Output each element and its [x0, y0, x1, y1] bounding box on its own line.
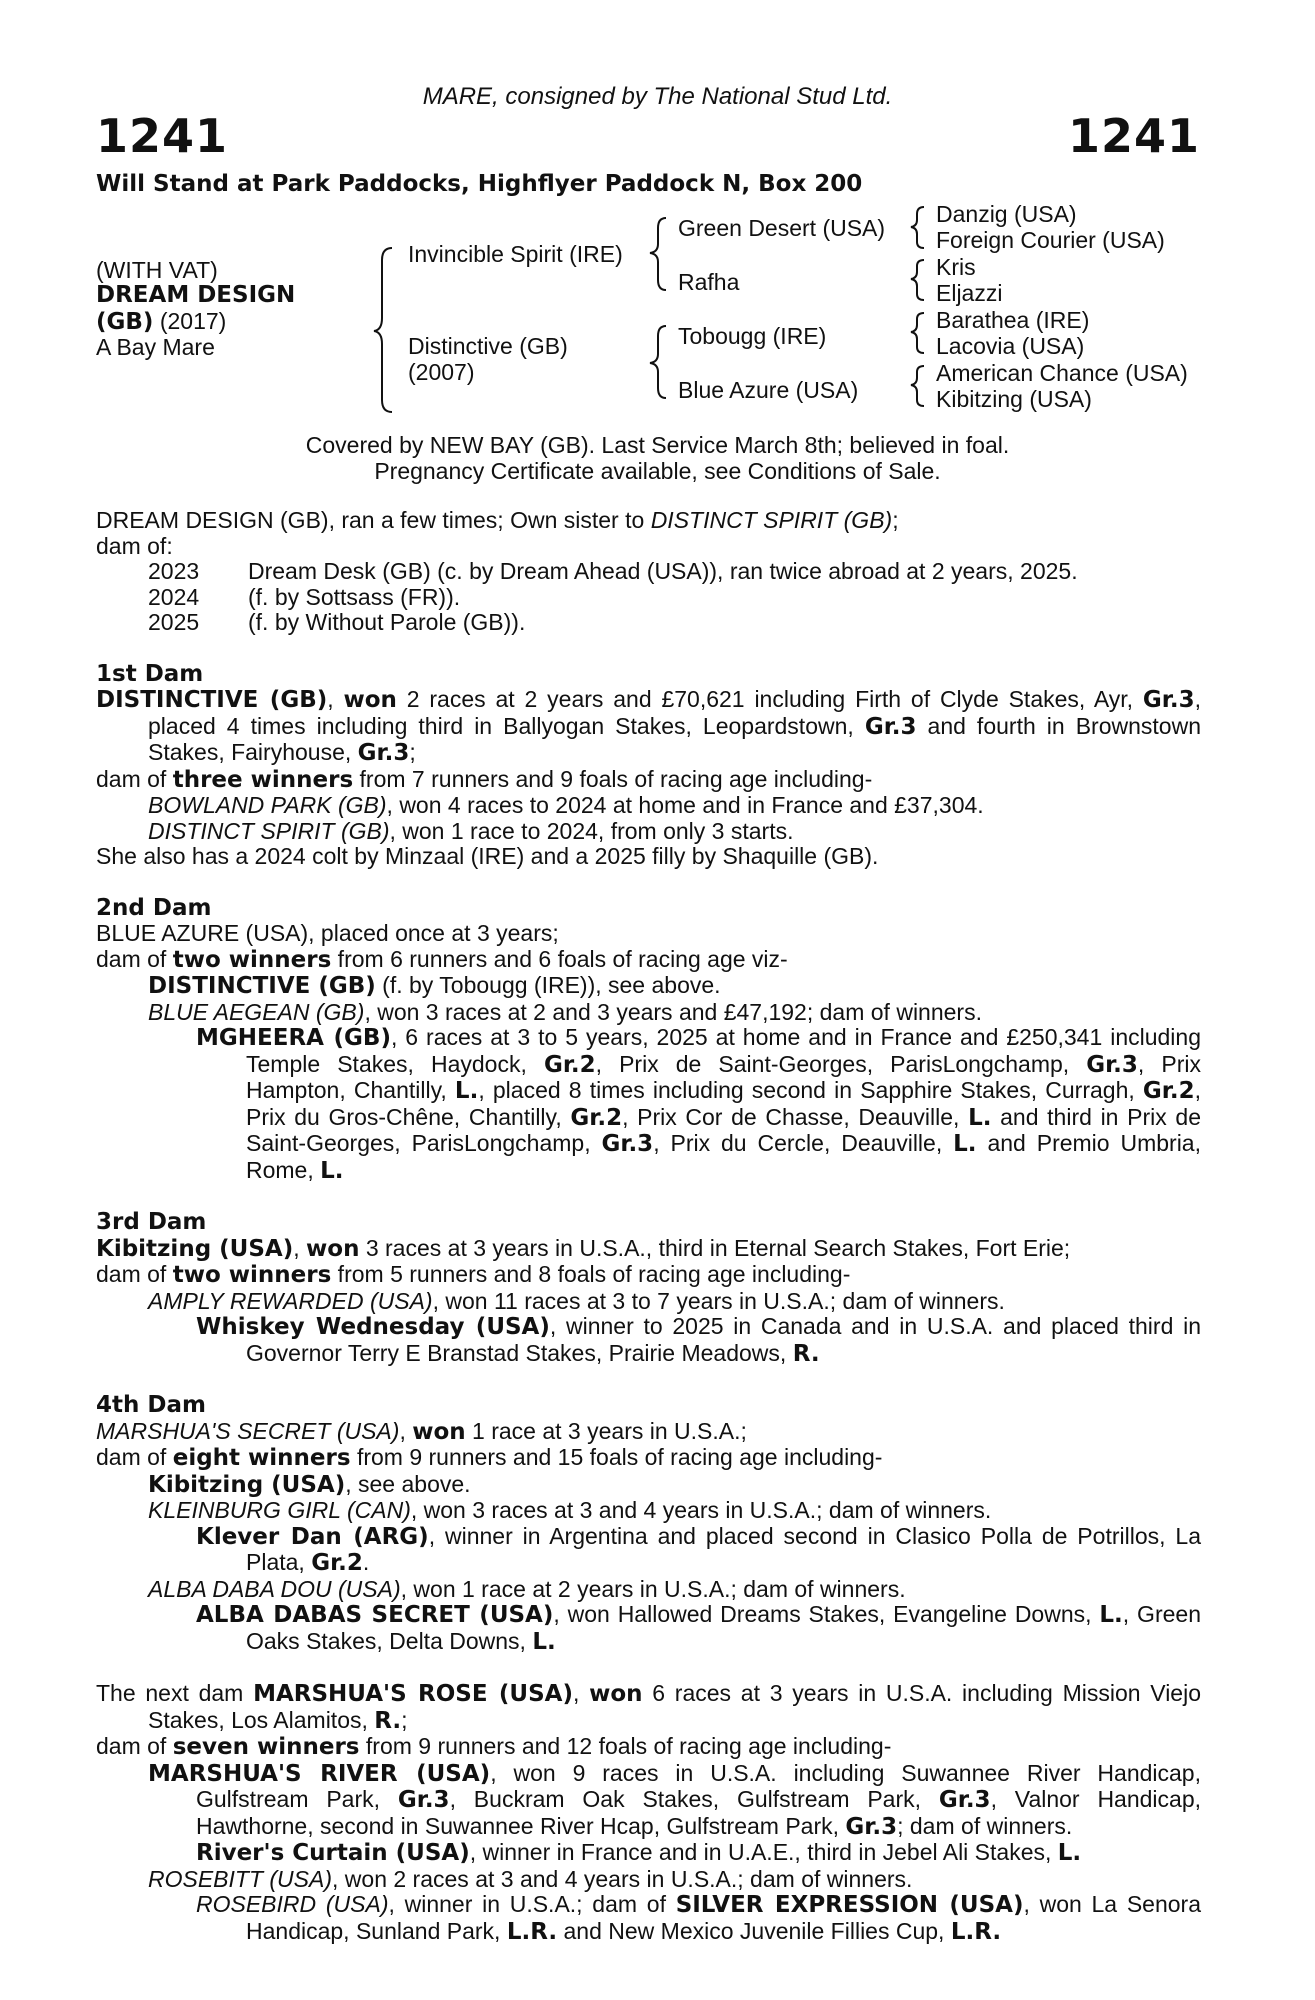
runner-entry: Klever Dan (ARG), winner in Argentina and placed second in Clasico Polla de Potrillos, La Plata, Gr.2.	[196, 1522, 1201, 1576]
third-dam-summary: Kibitzing (USA), won 3 races at 3 years in U.S.A., third in Eternal Search Stakes, Fort Erie;	[96, 1234, 1071, 1262]
runner-entry: KLEINBURG GIRL (CAN), won 3 races at 3 and 4 years in U.S.A.; dam of winners.	[148, 1497, 992, 1523]
second-dam-summary: BLUE AZURE (USA), placed once at 3 years;	[96, 920, 559, 946]
horse-year: (2017)	[159, 308, 227, 334]
produce-item: 2023 Dream Desk (GB) (c. by Dream Ahead (USA)), ran twice abroad at 2 years, 2025.	[148, 558, 1078, 584]
next-dam-summary: The next dam MARSHUA'S ROSE (USA), won 6 races at 3 years in U.S.A. including Mission Viejo Stakes, Los Alamitos, R.;	[96, 1680, 1201, 1734]
runner-entry: DISTINCT SPIRIT (GB), won 1 race to 2024, from only 3 starts.	[148, 817, 794, 844]
next-dam-dam-of: dam of seven winners from 9 runners and 12 foals of racing age including-	[96, 1733, 892, 1760]
horse-name: DREAM DESIGN	[96, 282, 296, 308]
runner-entry: ROSEBIRD (USA), winner in U.S.A.; dam of SILVER EXPRESSION (USA), won La Senora Handicap, Sunland Park, L.R. and New Mexico Juvenile Fillies Cup, L.R.	[196, 1891, 1201, 1945]
consignment-line: MARE, consigned by The National Stud Ltd.	[422, 83, 893, 110]
horse-description: A Bay Mare	[96, 334, 215, 360]
runner-entry: MGHEERA (GB), 6 races at 3 to 5 years, 2025 at home and in France and £250,341 including Temple Stakes, Haydock, Gr.2, Prix de Saint-Georges, ParisLongchamp, Gr.3, Prix Hampton, Chantilly, L., placed 8 times including second in Sapphire Stakes, Curragh, Gr.2, Prix du Gros-Chêne, Chantilly, Gr.2, Prix Cor de Chasse, Deauville, L. and third in Prix de Saint-Georges, ParisLongchamp, Gr.3, Prix du Cercle, Deauville, L. and Premio Umbria, Rome, L.	[196, 1024, 1202, 1184]
covering-line-1: Covered by NEW BAY (GB). Last Service March 8th; believed in foal.	[305, 432, 1010, 458]
covering-line-2: Pregnancy Certificate available, see Conditions of Sale.	[374, 457, 941, 484]
fourth-dam-dam-of: dam of eight winners from 9 runners and 15 foals of racing age including-	[96, 1444, 883, 1471]
runner-entry: ALBA DABAS SECRET (USA), won Hallowed Dreams Stakes, Evangeline Downs, L., Green Oaks Stakes, Delta Downs, L.	[196, 1601, 1201, 1655]
produce-intro: DREAM DESIGN (GB), ran a few times; Own sister to DISTINCT SPIRIT (GB);	[96, 507, 899, 533]
ancestor-7: American Chance (USA)	[936, 360, 1188, 386]
stand-location: Will Stand at Park Paddocks, Highflyer Paddock N, Box 200	[96, 171, 863, 197]
horse-country-year	[96, 309, 226, 336]
sire-dam: Rafha	[678, 269, 740, 295]
ancestor-6: Lacovia (USA)	[936, 333, 1085, 359]
runner-entry: DISTINCTIVE (GB) (f. by Tobougg (IRE)), see above.	[148, 972, 721, 999]
section-heading-1st-dam: 1st Dam	[96, 660, 204, 687]
fourth-dam-summary: MARSHUA'S SECRET (USA), won 1 race at 3 years in U.S.A.;	[96, 1417, 747, 1445]
third-dam-dam-of: dam of two winners from 5 runners and 8 foals of racing age including-	[96, 1261, 851, 1288]
produce-dam-of: dam of:	[96, 532, 173, 559]
lot-number-right: 1241	[1067, 109, 1200, 163]
runner-entry: BLUE AEGEAN (GB), won 3 races at 2 and 3 years and £47,192; dam of winners.	[148, 998, 982, 1025]
section-heading-2nd-dam: 2nd Dam	[96, 894, 212, 921]
sire-sire: Green Desert (USA)	[678, 215, 886, 241]
pedigree-table	[0, 200, 1315, 425]
dam-sire: Tobougg (IRE)	[678, 323, 827, 349]
section-heading-3rd-dam: 3rd Dam	[96, 1209, 207, 1235]
dam-year: (2007)	[408, 359, 475, 385]
ancestor-3: Kris	[936, 254, 976, 280]
runner-entry: BOWLAND PARK (GB), won 4 races to 2024 at home and in France and £37,304.	[148, 792, 984, 818]
lot-number-left: 1241	[96, 109, 229, 163]
ancestor-2: Foreign Courier (USA)	[936, 227, 1165, 253]
runner-entry: Kibitzing (USA), see above.	[148, 1470, 471, 1498]
first-dam-dam-of: dam of three winners from 7 runners and 9 foals of racing age including-	[96, 765, 873, 793]
produce-item: 2024 (f. by Sottsass (FR)).	[148, 583, 461, 610]
runner-entry: ALBA DABA DOU (USA), won 1 race at 2 years in U.S.A.; dam of winners.	[148, 1575, 906, 1602]
vat-label: (WITH VAT)	[96, 257, 218, 283]
catalogue-body	[96, 508, 1201, 1945]
ancestor-5: Barathea (IRE)	[936, 307, 1090, 333]
produce-item: 2025 (f. by Without Parole (GB)).	[148, 609, 526, 635]
covering-info	[0, 433, 1315, 484]
horse-country: (GB)	[96, 309, 154, 335]
first-dam-summary: DISTINCTIVE (GB), won 2 races at 2 years and £70,621 including Firth of Clyde Stakes, Ayr, Gr.3, placed 4 times including third in Ballyogan Stakes, Leopardstown, Gr.3 and fourth in Brownstown Stakes, Fairyhouse, Gr.3;	[96, 686, 1201, 766]
runner-entry: ROSEBITT (USA), won 2 races at 3 and 4 years in U.S.A.; dam of winners.	[148, 1865, 913, 1892]
runner-entry: Whiskey Wednesday (USA), winner to 2025 in Canada and in U.S.A. and placed third in Governor Terry E Branstad Stakes, Prairie Meadows, R.	[196, 1313, 1201, 1367]
ancestor-8: Kibitzing (USA)	[936, 386, 1092, 412]
sire: Invincible Spirit (IRE)	[408, 241, 623, 267]
dam-dam: Blue Azure (USA)	[678, 377, 859, 403]
ancestor-1: Danzig (USA)	[936, 201, 1077, 227]
runner-entry: AMPLY REWARDED (USA), won 11 races at 3 to 7 years in U.S.A.; dam of winners.	[148, 1287, 1005, 1314]
section-heading-4th-dam: 4th Dam	[96, 1392, 206, 1418]
runner-entry: MARSHUA'S RIVER (USA), won 9 races in U.S.A. including Suwannee River Handicap, Gulfstream Park, Gr.3, Buckram Oak Stakes, Gulfstream Park, Gr.3, Valnor Handicap, Hawthorne, second in Suwannee River Hcap, Gulfstream Park, Gr.3; dam of winners.	[148, 1759, 1202, 1840]
first-dam-closing: She also has a 2024 colt by Minzaal (IRE) and a 2025 filly by Shaquille (GB).	[96, 843, 879, 869]
dam: Distinctive (GB)	[408, 333, 568, 359]
ancestor-4: Eljazzi	[936, 280, 1003, 306]
runner-entry: River's Curtain (USA), winner in France and in U.A.E., third in Jebel Ali Stakes, L.	[196, 1839, 1082, 1866]
second-dam-dam-of: dam of two winners from 6 runners and 6 foals of racing age viz-	[96, 945, 788, 973]
